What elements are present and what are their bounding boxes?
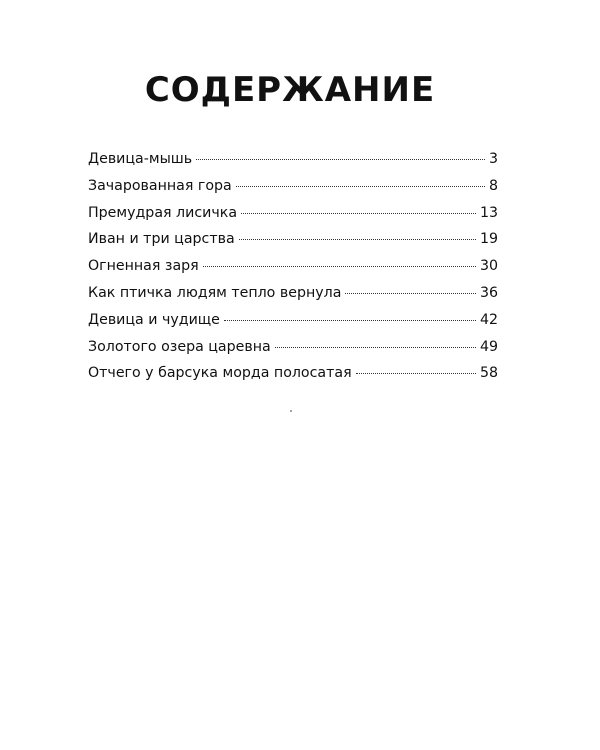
toc-entry-title: Зачарованная гора: [88, 177, 232, 194]
toc-entry: [88, 286, 498, 313]
toc-page-number: 19: [479, 231, 498, 248]
toc-dot-leader: [239, 239, 476, 240]
toc-entry-title: Девица и чудище: [88, 311, 220, 328]
toc-entry: [88, 313, 498, 340]
toc-page-number: 58: [479, 365, 498, 382]
toc-entry: [88, 152, 498, 179]
toc-page-number: 13: [479, 204, 498, 221]
toc-page-number: 8: [488, 177, 498, 194]
paper-speck: [290, 410, 292, 412]
toc-page-number: 49: [479, 338, 498, 355]
toc-dot-leader: [224, 320, 476, 321]
toc-dot-leader: [356, 373, 476, 374]
toc-entry: [88, 232, 498, 259]
toc-dot-leader: [203, 266, 476, 267]
toc-entry: [88, 179, 498, 206]
table-of-contents: [88, 152, 498, 393]
toc-entry-title: Огненная заря: [88, 258, 199, 275]
toc-entry-title: Девица-мышь: [88, 151, 193, 167]
toc-entry-title: Премудрая лисичка: [88, 204, 238, 221]
toc-dot-leader: [345, 293, 476, 294]
toc-entry-title: Отчего у барсука морда полосатая: [88, 365, 352, 382]
toc-page-number: 36: [479, 284, 498, 301]
toc-entry-title: Как птичка людям тепло вернула: [88, 284, 342, 301]
toc-entry-title: Иван и три царства: [88, 231, 235, 248]
toc-entry-title: Золотого озера царевна: [88, 338, 271, 355]
toc-page-number: 42: [479, 311, 498, 328]
toc-dot-leader: [196, 159, 485, 160]
page-title: СОДЕРЖАНИЕ: [144, 70, 436, 110]
toc-dot-leader: [241, 213, 476, 214]
toc-dot-leader: [275, 347, 476, 348]
toc-entry: [88, 366, 498, 393]
toc-entry: [88, 340, 498, 367]
toc-entry: [88, 206, 498, 233]
toc-entry: [88, 259, 498, 286]
toc-page-number: 30: [479, 258, 498, 275]
toc-page-number: 3: [488, 151, 498, 167]
toc-dot-leader: [236, 186, 485, 187]
